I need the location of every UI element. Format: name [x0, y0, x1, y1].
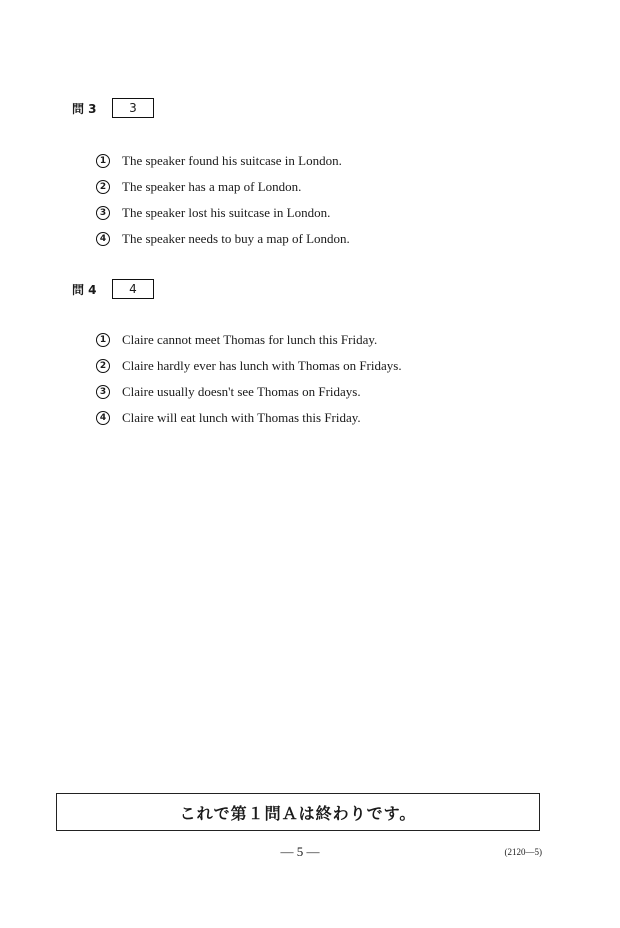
q4-option-4 — [96, 405, 402, 431]
question-4-header — [72, 278, 154, 300]
option-number-circle: 3 — [96, 385, 110, 399]
end-notice-text: これで第１問Ａは終わりです。 — [179, 803, 417, 823]
option-text: Claire usually doesn't see Thomas on Fridays. — [122, 384, 361, 399]
option-number-circle: 1 — [96, 333, 110, 347]
option-number-circle: 1 — [96, 154, 110, 168]
question-3-header — [72, 97, 154, 119]
q3-option-2 — [96, 174, 350, 200]
q4-option-3 — [96, 379, 402, 405]
option-text: The speaker found his suitcase in London. — [122, 153, 342, 168]
answer-box-3: 3 — [112, 98, 154, 118]
q4-option-1 — [96, 327, 402, 353]
end-notice-box — [56, 793, 540, 831]
question-4-options — [96, 327, 402, 431]
option-number-circle: 4 — [96, 232, 110, 246]
q3-option-3 — [96, 200, 350, 226]
option-text: The speaker needs to buy a map of London. — [122, 231, 350, 246]
page-number: — 5 — — [280, 844, 320, 859]
option-number-circle: 2 — [96, 180, 110, 194]
answer-box-4: 4 — [112, 279, 154, 299]
option-number-circle: 4 — [96, 411, 110, 425]
q3-option-4 — [96, 226, 350, 252]
option-text: Claire will eat lunch with Thomas this Friday. — [122, 410, 361, 425]
question-4-label: 問 4 — [72, 282, 97, 297]
option-text: Claire cannot meet Thomas for lunch this Friday. — [122, 332, 378, 347]
option-number-circle: 3 — [96, 206, 110, 220]
q4-option-2 — [96, 353, 402, 379]
question-3-label: 問 3 — [72, 101, 97, 116]
q3-option-1 — [96, 148, 350, 174]
option-number-circle: 2 — [96, 359, 110, 373]
option-text: Claire hardly ever has lunch with Thomas on Fridays. — [122, 358, 402, 373]
question-3-options — [96, 148, 350, 252]
page-code: (2120—5) — [504, 847, 542, 857]
option-text: The speaker has a map of London. — [122, 179, 302, 194]
option-text: The speaker lost his suitcase in London. — [122, 205, 331, 220]
